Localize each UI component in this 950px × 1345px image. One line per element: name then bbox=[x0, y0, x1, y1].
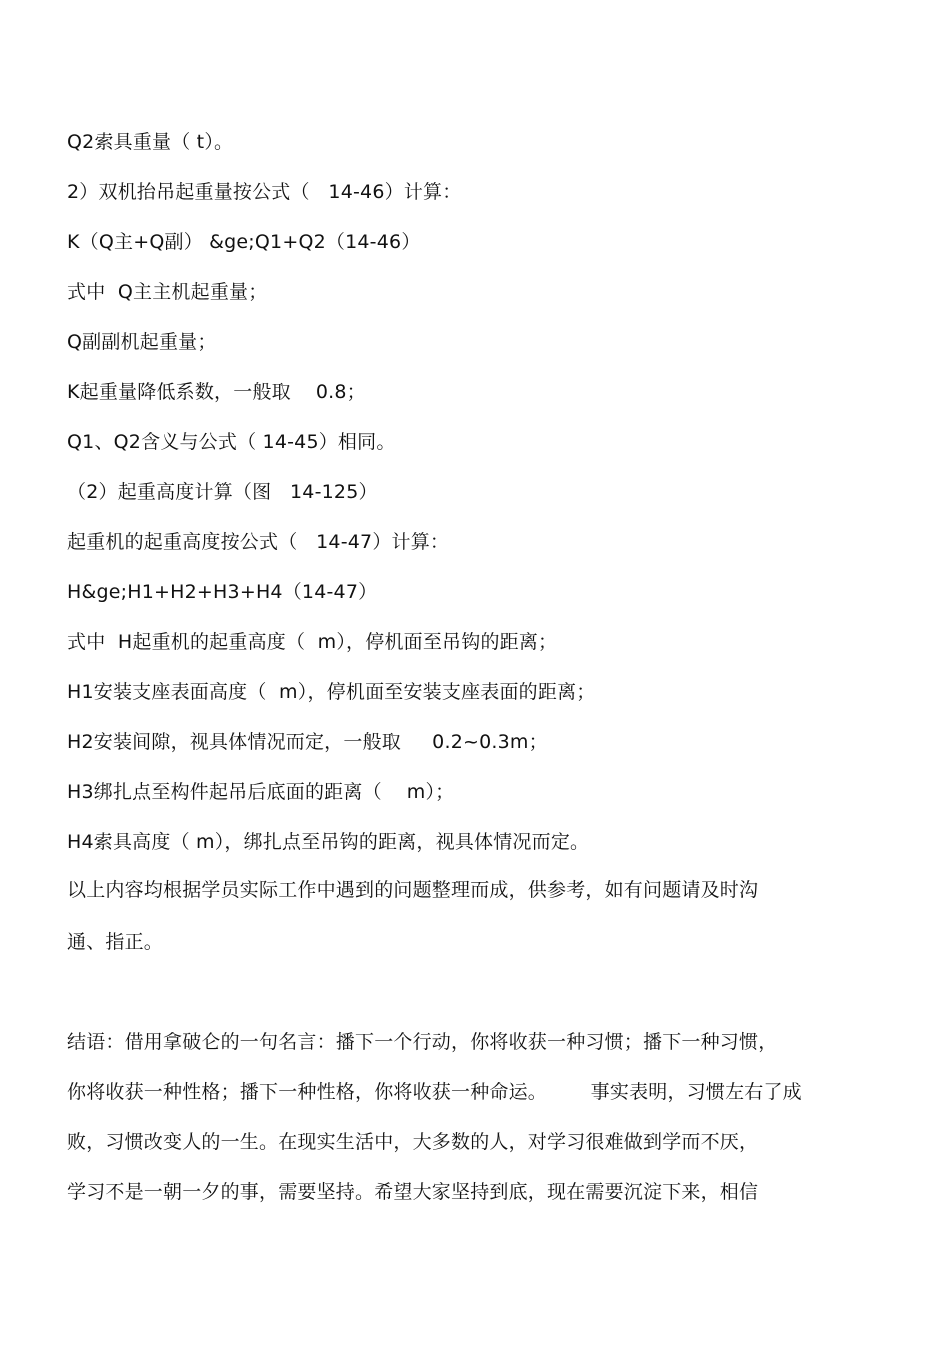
section-heading: （2）起重高度计算（图 14-125） bbox=[67, 481, 378, 503]
text-line: H4索具高度（ m），绑扎点至吊钩的距离，视具体情况而定。 bbox=[67, 831, 590, 853]
text-line: 以上内容均根据学员实际工作中遇到的问题整理而成，供参考，如有问题请及时沟 bbox=[67, 879, 759, 901]
text-line: 式中 H起重机的起重高度（ m），停机面至吊钩的距离； bbox=[67, 631, 558, 653]
text-line: 起重机的起重高度按公式（ 14-47）计算： bbox=[67, 531, 450, 553]
closing-paragraph-line: 你将收获一种性格；播下一种性格，你将收获一种命运。 事实表明，习惯左右了成 bbox=[67, 1081, 802, 1103]
text-line: Q1、Q2含义与公式（ 14-45）相同。 bbox=[67, 431, 396, 453]
text-line: Q副副机起重量； bbox=[67, 331, 217, 353]
text-line: H1安装支座表面高度（ m），停机面至安装支座表面的距离； bbox=[67, 681, 596, 703]
text-line: Q2索具重量（ t）。 bbox=[67, 131, 234, 153]
closing-paragraph-line: 学习不是一朝一夕的事，需要坚持。希望大家坚持到底，现在需要沉淀下来，相信 bbox=[67, 1181, 759, 1203]
text-line: H2安装间隙，视具体情况而定，一般取 0.2~0.3m； bbox=[67, 731, 548, 753]
text-line: 通、指正。 bbox=[67, 931, 164, 953]
formula-line: H&ge;H1+H2+H3+H4（14-47） bbox=[67, 581, 378, 603]
closing-paragraph-line: 结语：借用拿破仑的一句名言：播下一个行动，你将收获一种习惯；播下一种习惯， bbox=[67, 1031, 778, 1053]
text-line: 式中 Q主主机起重量； bbox=[67, 281, 268, 303]
text-line: 2）双机抬吊起重量按公式（ 14-46）计算： bbox=[67, 181, 462, 203]
closing-paragraph-line: 败，习惯改变人的一生。在现实生活中，大多数的人，对学习很难做到学而不厌， bbox=[67, 1131, 759, 1153]
formula-line: K（Q主+Q副） &ge;Q1+Q2（14-46） bbox=[67, 231, 421, 253]
text-line: K起重量降低系数，一般取 0.8； bbox=[67, 381, 366, 403]
text-line: H3绑扎点至构件起吊后底面的距离（ m）； bbox=[67, 781, 455, 803]
